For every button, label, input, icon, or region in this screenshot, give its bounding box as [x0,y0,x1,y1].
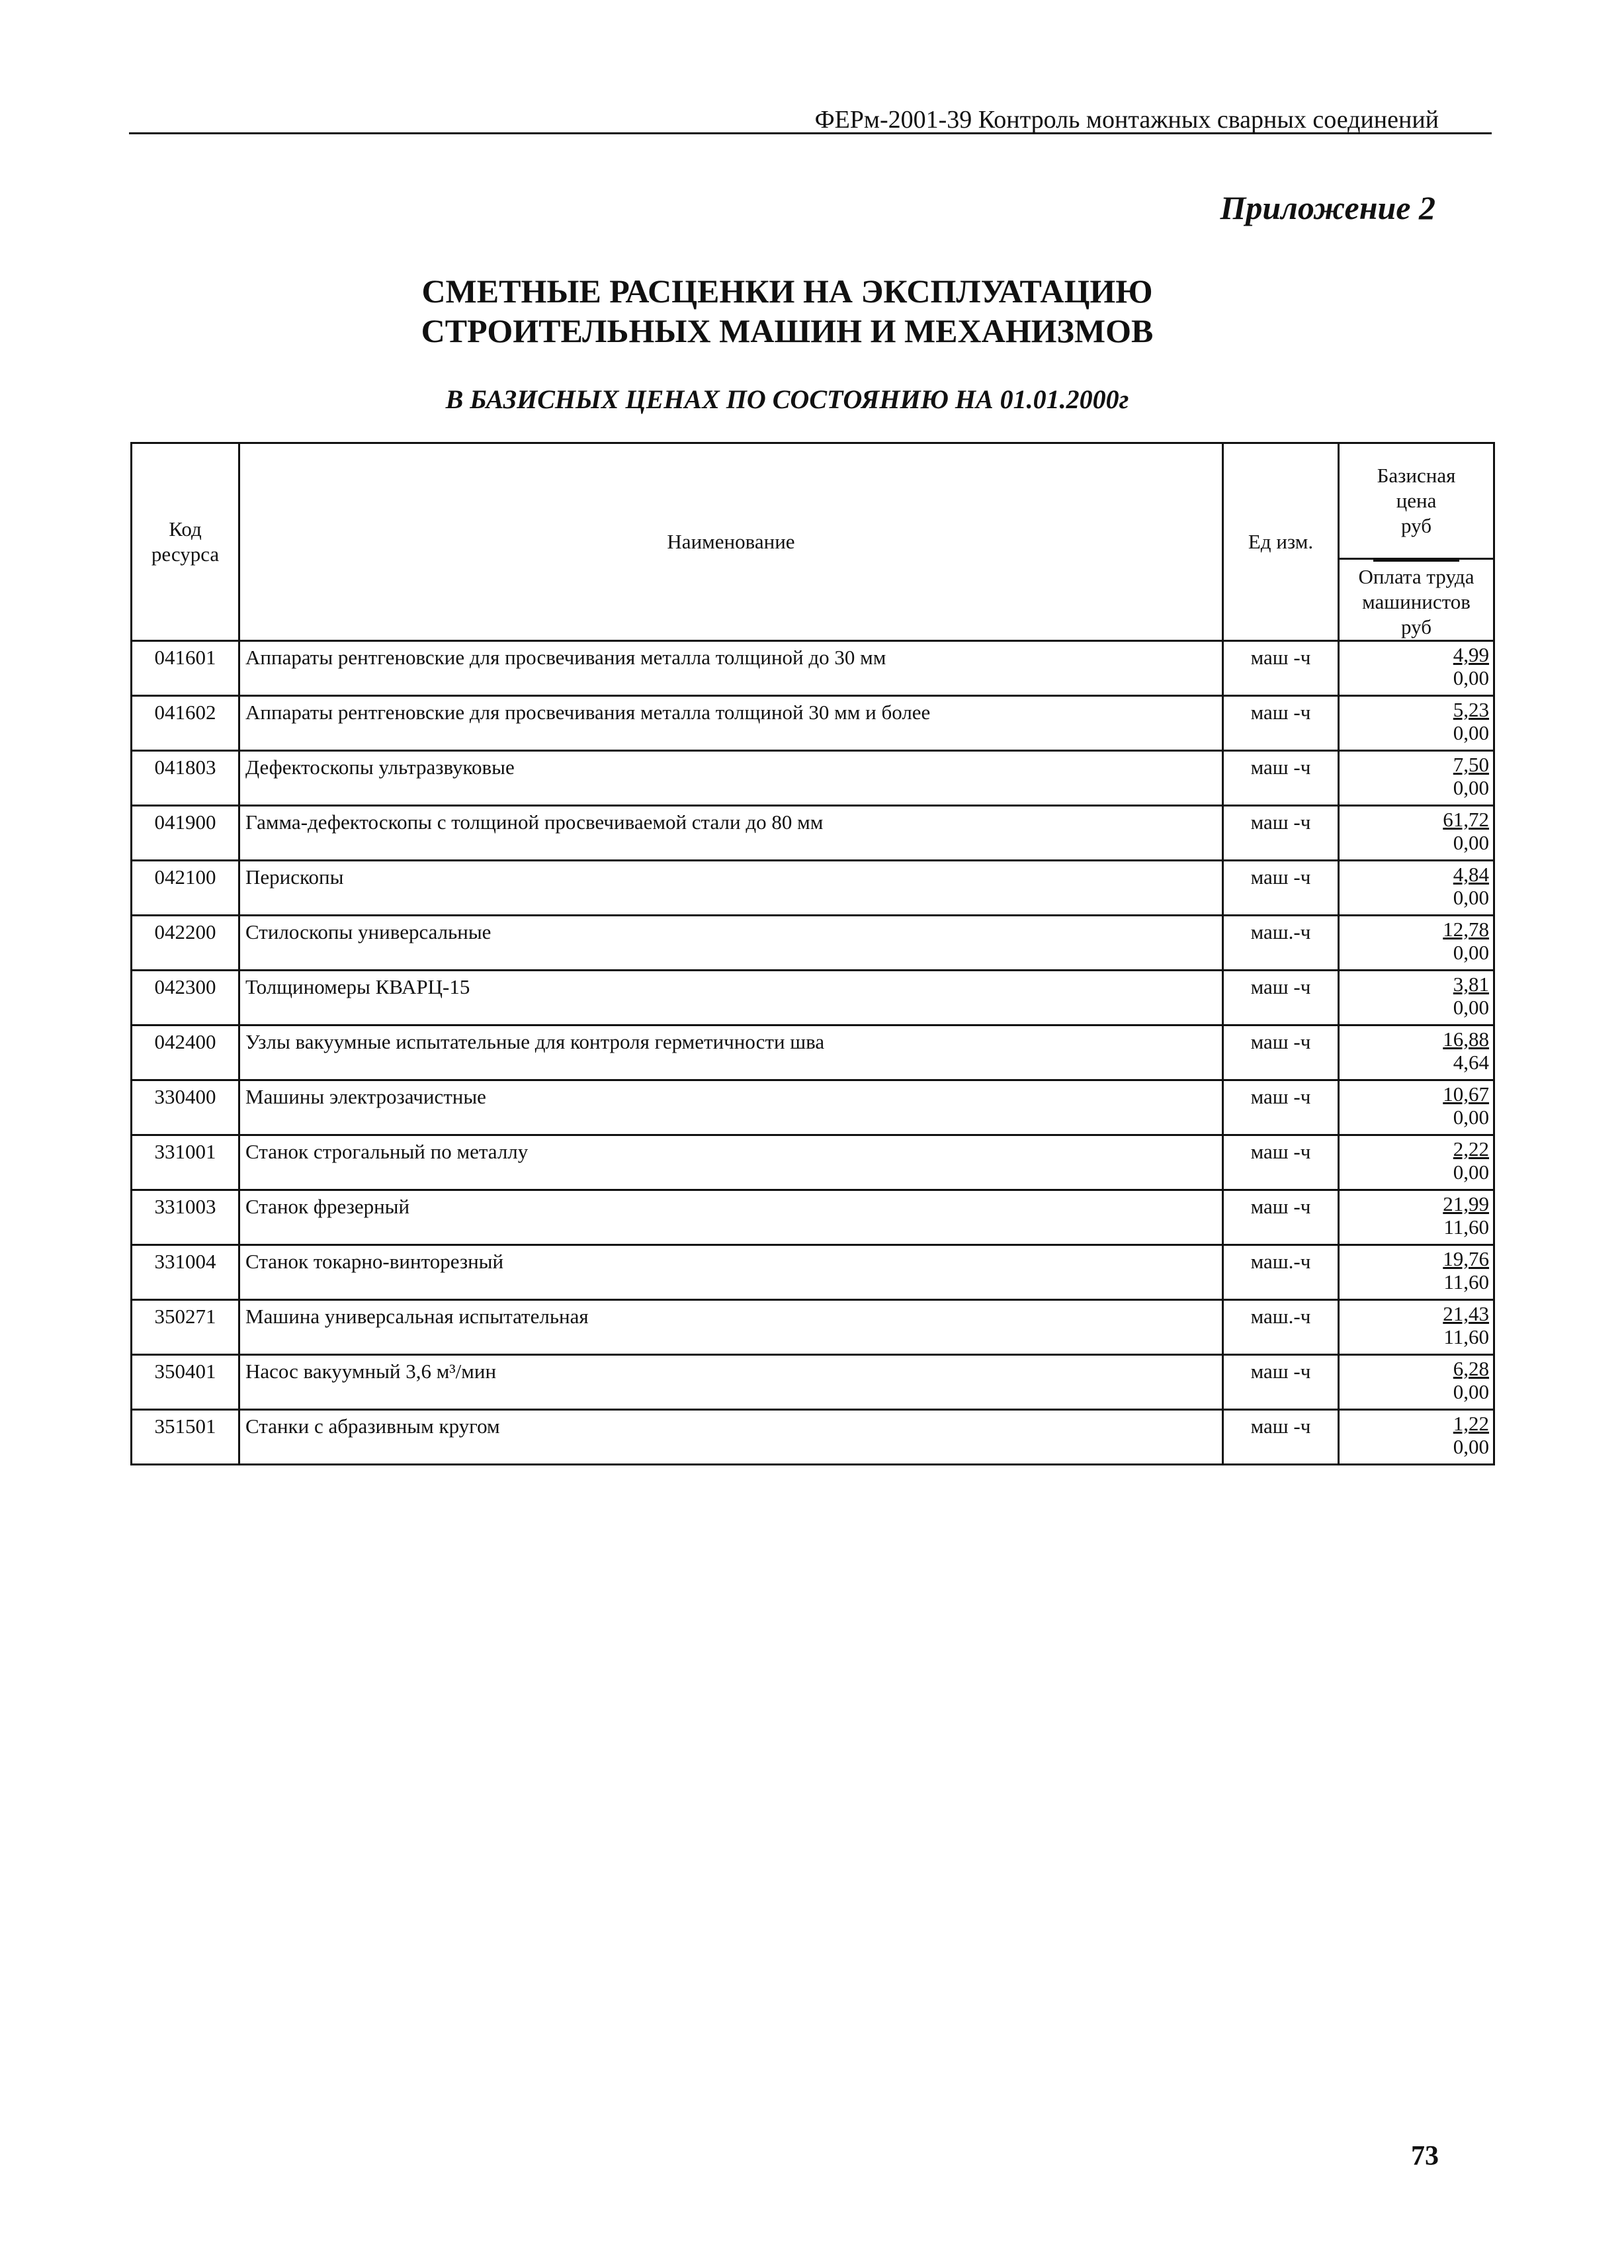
unit: маш -ч [1223,641,1339,696]
operator-wage: 0,00 [1453,1435,1489,1458]
table-row [132,916,1494,971]
base-price: 5,23 [1453,698,1489,721]
base-price: 21,43 [1443,1302,1489,1325]
operator-wage: 0,00 [1453,831,1489,854]
operator-wage: 0,00 [1453,1106,1489,1129]
resource-name: Перископы [239,861,1223,916]
resource-code: 331004 [132,1245,239,1300]
document-subtitle: В БАЗИСНЫХ ЦЕНАХ ПО СОСТОЯНИЮ НА 01.01.2000г [445,384,1129,414]
unit: маш -ч [1223,1355,1339,1410]
resource-name: Станок фрезерный [239,1190,1223,1245]
price-cell [1339,916,1494,971]
base-price: 16,88 [1443,1027,1489,1051]
price-cell [1339,641,1494,696]
price-cell [1339,1300,1494,1355]
operator-wage: 11,60 [1443,1270,1489,1293]
base-price: 21,99 [1443,1192,1489,1215]
operator-wage: 4,64 [1453,1051,1489,1074]
table-body [132,641,1494,1465]
resource-name: Аппараты рентгеновские для просвечивания металла толщиной 30 мм и более [239,696,1223,751]
price-cell [1339,751,1494,806]
appendix-label: Приложение 2 [1220,189,1435,226]
unit: маш -ч [1223,1190,1339,1245]
header-code-line1: Код [169,517,202,541]
resource-name: Узлы вакуумные испытательные для контроля герметичности шва [239,1025,1223,1080]
base-price: 61,72 [1443,808,1489,831]
price-cell [1339,1355,1494,1410]
price-cell [1339,971,1494,1025]
header-unit: Ед изм. [1223,443,1339,641]
price-cell [1339,696,1494,751]
resource-code: 042200 [132,916,239,971]
price-cell [1339,1410,1494,1465]
resource-code: 041900 [132,806,239,861]
operator-wage: 0,00 [1453,666,1489,689]
resource-code: 042400 [132,1025,239,1080]
resource-name: Станок токарно-винторезный [239,1245,1223,1300]
operator-wage: 11,60 [1443,1325,1489,1348]
resource-code: 042100 [132,861,239,916]
unit: маш -ч [1223,1135,1339,1190]
header-code-line2: ресурса [151,543,220,566]
unit: маш -ч [1223,751,1339,806]
operator-wage: 0,00 [1453,776,1489,799]
header-wage-line2: машинистов [1362,590,1471,613]
base-price: 4,99 [1453,643,1489,666]
operator-wage: 11,60 [1443,1215,1489,1239]
resource-code: 330400 [132,1080,239,1135]
unit: маш.-ч [1223,1245,1339,1300]
price-cell [1339,1025,1494,1080]
table-row [132,641,1494,696]
running-header [129,99,1492,134]
table-row [132,1300,1494,1355]
table-row [132,1355,1494,1410]
resource-name: Аппараты рентгеновские для просвечивания металла толщиной до 30 мм [239,641,1223,696]
header-divider [1373,560,1459,562]
price-cell [1339,1080,1494,1135]
unit: маш -ч [1223,1025,1339,1080]
page-number: 73 [1411,2141,1439,2171]
resource-code: 350401 [132,1355,239,1410]
operator-wage: 0,00 [1453,941,1489,964]
document-title [129,271,1445,351]
resource-code: 042300 [132,971,239,1025]
resource-name: Станки с абразивным кругом [239,1410,1223,1465]
base-price: 2,22 [1453,1137,1489,1160]
table-row [132,696,1494,751]
resource-name: Толщиномеры КВАРЦ-15 [239,971,1223,1025]
resource-code: 331001 [132,1135,239,1190]
header-price-line2: цена [1396,489,1437,512]
unit: маш.-ч [1223,916,1339,971]
table-row [132,806,1494,861]
resource-name: Насос вакуумный 3,6 м³/мин [239,1355,1223,1410]
table-row [132,1245,1494,1300]
header-price-line3: руб [1401,514,1432,537]
resource-code: 350271 [132,1300,239,1355]
price-cell [1339,861,1494,916]
title-line-1: СМЕТНЫЕ РАСЦЕНКИ НА ЭКСПЛУАТАЦИЮ [421,273,1153,310]
header-price-line1: Базисная [1377,464,1456,487]
unit: маш -ч [1223,696,1339,751]
price-cell [1339,1245,1494,1300]
resource-code: 331003 [132,1190,239,1245]
title-line-2: СТРОИТЕЛЬНЫХ МАШИН И МЕХАНИЗМОВ [421,312,1154,349]
rates-table [130,442,1495,1465]
base-price: 7,50 [1453,753,1489,776]
resource-name: Машина универсальная испытательная [239,1300,1223,1355]
base-price: 6,28 [1453,1357,1489,1380]
operator-wage: 0,00 [1453,721,1489,744]
table-row [132,1410,1494,1465]
resource-code: 351501 [132,1410,239,1465]
resource-name: Машины электрозачистные [239,1080,1223,1135]
resource-code: 041601 [132,641,239,696]
unit: маш -ч [1223,861,1339,916]
operator-wage: 0,00 [1453,996,1489,1019]
resource-code: 041602 [132,696,239,751]
resource-name: Станок строгальный по металлу [239,1135,1223,1190]
operator-wage: 0,00 [1453,1160,1489,1184]
unit: маш -ч [1223,1410,1339,1465]
resource-name: Дефектоскопы ультразвуковые [239,751,1223,806]
price-cell [1339,1190,1494,1245]
table-row [132,1025,1494,1080]
table-row [132,1190,1494,1245]
running-title: ФЕРм-2001-39 Контроль монтажных сварных соединений [814,106,1439,134]
header-wage-line3: руб [1401,615,1432,638]
operator-wage: 0,00 [1453,886,1489,909]
header-code [132,443,239,641]
base-price: 3,81 [1453,973,1489,996]
price-cell [1339,806,1494,861]
unit: маш.-ч [1223,1300,1339,1355]
resource-name: Стилоскопы универсальные [239,916,1223,971]
base-price: 19,76 [1443,1247,1489,1270]
base-price: 1,22 [1453,1412,1489,1435]
price-cell [1339,1135,1494,1190]
header-wage [1339,559,1494,641]
unit: маш -ч [1223,971,1339,1025]
base-price: 12,78 [1443,918,1489,941]
unit: маш -ч [1223,806,1339,861]
table-row [132,1135,1494,1190]
header-name: Наименование [239,443,1223,641]
header-base-price [1339,443,1494,559]
unit: маш -ч [1223,1080,1339,1135]
table-row [132,861,1494,916]
table-row [132,751,1494,806]
table-row [132,1080,1494,1135]
operator-wage: 0,00 [1453,1380,1489,1403]
base-price: 10,67 [1443,1082,1489,1106]
header-wage-line1: Оплата труда [1358,565,1474,588]
table-row [132,971,1494,1025]
base-price: 4,84 [1453,863,1489,886]
resource-name: Гамма-дефектоскопы с толщиной просвечиваемой стали до 80 мм [239,806,1223,861]
resource-code: 041803 [132,751,239,806]
